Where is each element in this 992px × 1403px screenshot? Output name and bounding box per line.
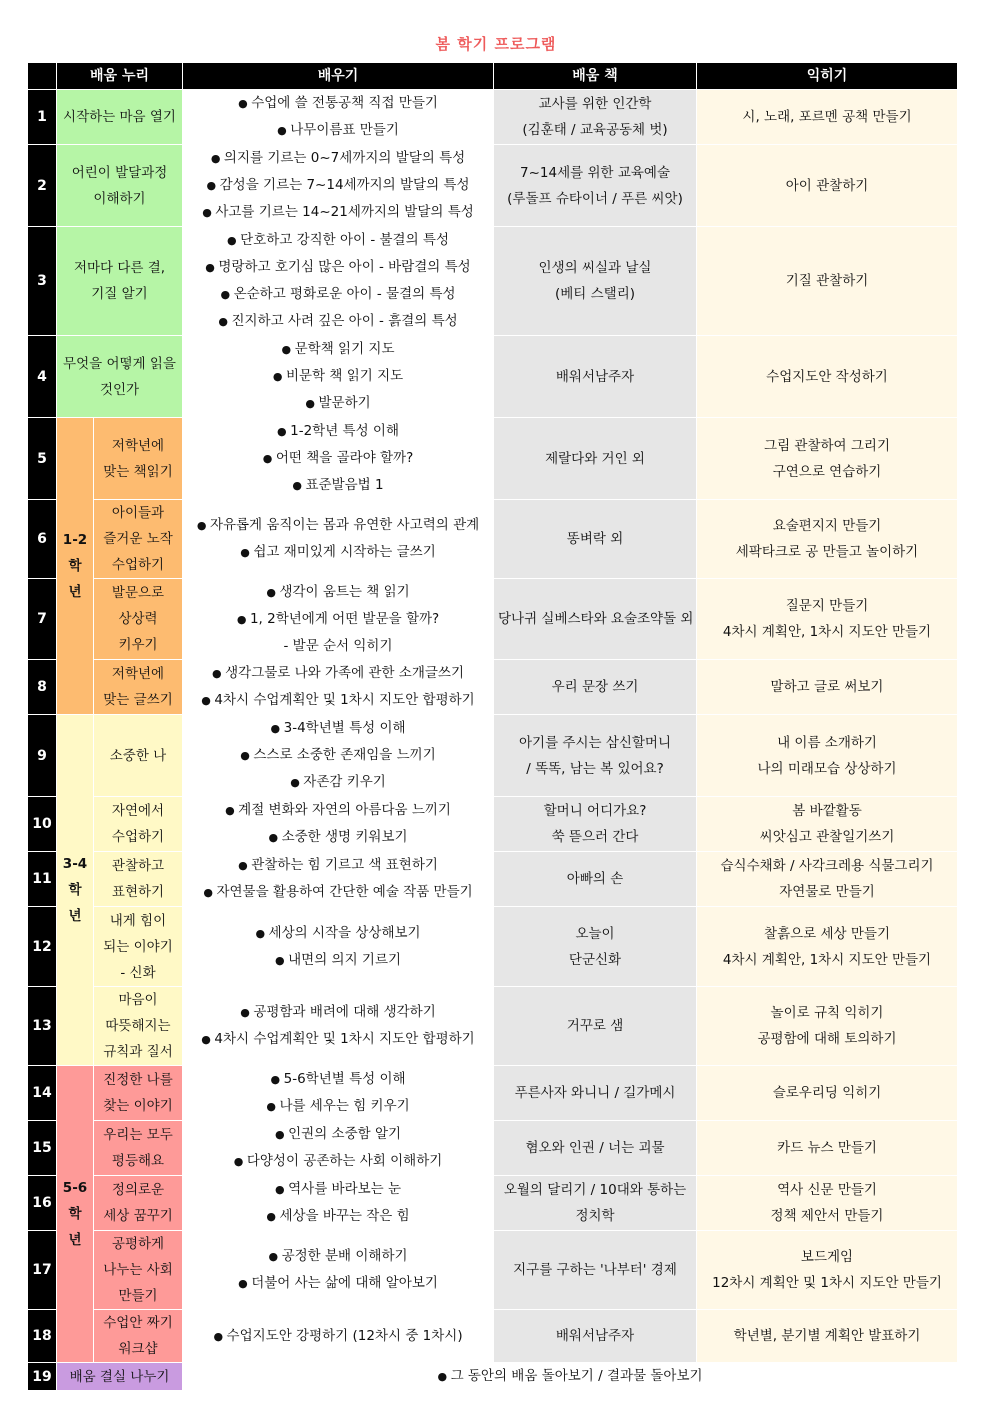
- cell-line: 내게 힘이: [109, 912, 167, 929]
- nuri-cell: [94, 987, 183, 1066]
- book-cell: [494, 1231, 697, 1310]
- cell-line: 푸른사자 와니니 / 길가메시: [514, 1085, 676, 1101]
- cell-line: (김훈태 / 교육공동체 벗): [522, 122, 668, 138]
- cell-line: 질문지 만들기: [785, 598, 869, 614]
- cell-line: ● 관찰하는 힘 기르고 색 표현하기: [187, 852, 489, 879]
- row-number: 15: [28, 1121, 57, 1176]
- cell-line: ● 세상을 바꾸는 작은 힘: [187, 1203, 489, 1230]
- cell-line: (루돌프 슈타이너 / 푸른 씨앗): [507, 190, 683, 207]
- cell-line: 우리는 모두: [103, 1127, 173, 1143]
- cell-line: 쑥 뜯으러 간다: [551, 829, 639, 845]
- book-cell: [494, 500, 697, 579]
- cell-line: 구연으로 연습하기: [772, 463, 882, 480]
- cell-line: 저학년에: [111, 437, 165, 454]
- learn-cell: [183, 500, 494, 579]
- row-number: 6: [28, 500, 57, 579]
- book-cell: [494, 715, 697, 797]
- cell-line: 오늘이: [575, 925, 615, 942]
- cell-line: ● 3-4학년별 특성 이해: [187, 715, 489, 742]
- cell-line: 카드 뉴스 만들기: [777, 1140, 877, 1156]
- learn-cell: [183, 90, 494, 145]
- cell-line: ● 나를 세우는 힘 키우기: [187, 1093, 489, 1120]
- practice-cell: [697, 90, 958, 145]
- row-number: 1: [28, 90, 57, 145]
- nuri-cell: [94, 1310, 183, 1363]
- practice-cell: [697, 987, 958, 1066]
- nuri-cell: [94, 1066, 183, 1121]
- table-row: [28, 1363, 958, 1391]
- nuri-cell: [57, 145, 183, 227]
- table-row: [28, 1121, 958, 1176]
- cell-line: 수업하기: [111, 829, 165, 845]
- learn-cell: [183, 1363, 958, 1391]
- cell-line: 이해하기: [93, 190, 146, 207]
- cell-line: ● 수업에 쓸 전통공책 직접 만들기: [187, 90, 489, 117]
- cell-line: 4차시 계획안, 1차시 지도안 만들기: [722, 951, 932, 968]
- table-row: [28, 579, 958, 660]
- cell-line: - 신화: [120, 964, 156, 981]
- table-row: [28, 227, 958, 336]
- cell-line: 세상 꿈꾸기: [103, 1208, 173, 1224]
- table-row: [28, 715, 958, 797]
- cell-line: ● 5-6학년별 특성 이해: [187, 1066, 489, 1093]
- practice-cell: [697, 145, 958, 227]
- table-body: [28, 90, 958, 1391]
- cell-line: 씨앗심고 관찰일기쓰기: [759, 829, 895, 845]
- cell-line: 무엇을 어떻게 읽을: [63, 355, 176, 372]
- cell-line: ● 발문하기: [187, 390, 489, 417]
- cell-line: 수업하기: [111, 557, 165, 573]
- learn-cell: [183, 660, 494, 715]
- cell-line: 요술편지지 만들기: [772, 518, 882, 534]
- cell-line: 아기를 주시는 삼신할머니: [518, 734, 672, 751]
- cell-line: 마음이: [118, 992, 158, 1008]
- row-number: 18: [28, 1310, 57, 1363]
- table-row: [28, 852, 958, 907]
- cell-line: 그림 관찰하여 그리기: [764, 437, 890, 454]
- table-row: [28, 90, 958, 145]
- cell-line: 키우기: [118, 637, 158, 653]
- cell-line: ● 공평함과 배려에 대해 생각하기: [187, 999, 489, 1026]
- cell-line: 혐오와 인권 / 너는 괴물: [525, 1140, 665, 1156]
- cell-line: ● 4차시 수업계획안 및 1차시 지도안 합평하기: [187, 687, 489, 714]
- cell-line: 역사 신문 만들기: [777, 1182, 877, 1198]
- practice-cell: [697, 1231, 958, 1310]
- book-cell: [494, 852, 697, 907]
- table-row: [28, 660, 958, 715]
- grade-label: [57, 715, 94, 1066]
- cell-line: 봄 바깥활동: [792, 803, 862, 819]
- learn-cell: [183, 1176, 494, 1231]
- table-row: [28, 145, 958, 227]
- learn-cell: [183, 145, 494, 227]
- practice-cell: [697, 715, 958, 797]
- cell-line: 할머니 어디가요?: [543, 803, 647, 819]
- nuri-cell: [57, 336, 183, 418]
- grade-label-line: 학: [68, 558, 82, 574]
- learn-cell: [183, 852, 494, 907]
- practice-cell: [697, 418, 958, 500]
- table-row: [28, 418, 958, 500]
- practice-cell: [697, 227, 958, 336]
- row-number: 19: [28, 1363, 57, 1391]
- cell-line: 수업지도안 작성하기: [766, 368, 888, 385]
- header-num: [28, 63, 57, 90]
- cell-line: 관찰하고: [111, 858, 165, 874]
- cell-line: ● 더불어 사는 삶에 대해 알아보기: [187, 1270, 489, 1297]
- cell-line: ● 문학책 읽기 지도: [187, 336, 489, 363]
- learn-cell: [183, 1121, 494, 1176]
- cell-line: ● 사고를 기르는 14~21세까지의 발달의 특성: [187, 199, 489, 226]
- cell-line: 공평함에 대해 토의하기: [757, 1031, 897, 1047]
- grade-label-line: 1-2: [62, 532, 88, 548]
- cell-line: 기질 관찰하기: [785, 273, 869, 289]
- book-cell: [494, 418, 697, 500]
- cell-line: 소중한 나: [109, 747, 167, 764]
- cell-line: ● 수업지도안 강평하기 (12차시 중 1차시): [187, 1323, 489, 1350]
- cell-line: 저학년에: [111, 666, 165, 682]
- cell-line: 인생의 씨실과 날실: [538, 260, 652, 276]
- cell-line: ● 의지를 기르는 0~7세까지의 발달의 특성: [187, 145, 489, 172]
- nuri-cell: [57, 227, 183, 336]
- program-table: [27, 62, 958, 1391]
- table-row: [28, 1066, 958, 1121]
- grade-label-line: 3-4: [62, 856, 88, 872]
- cell-line: ● 4차시 수업계획안 및 1차시 지도안 합평하기: [187, 1026, 489, 1053]
- practice-cell: [697, 579, 958, 660]
- row-number: 9: [28, 715, 57, 797]
- cell-line: 기질 알기: [91, 286, 148, 302]
- book-cell: [494, 797, 697, 852]
- table-row: [28, 500, 958, 579]
- cell-line: (베티 스탤리): [555, 286, 636, 302]
- table-row: [28, 797, 958, 852]
- book-cell: [494, 1310, 697, 1363]
- book-cell: [494, 1066, 697, 1121]
- book-cell: [494, 145, 697, 227]
- practice-cell: [697, 1066, 958, 1121]
- table-row: [28, 907, 958, 987]
- cell-line: ● 자연물을 활용하여 간단한 예술 작품 만들기: [187, 879, 489, 906]
- row-number: 11: [28, 852, 57, 907]
- cell-line: 상상력: [118, 611, 158, 627]
- grade-label-line: 년: [68, 908, 82, 924]
- header-nuri: 배움 누리: [57, 63, 183, 90]
- table-row: [28, 336, 958, 418]
- learn-cell: [183, 227, 494, 336]
- nuri-cell: [94, 715, 183, 797]
- cell-line: 발문으로: [111, 585, 165, 601]
- nuri-cell: [94, 1231, 183, 1310]
- book-cell: [494, 987, 697, 1066]
- cell-line: 되는 이야기: [103, 938, 173, 955]
- nuri-cell: [94, 660, 183, 715]
- cell-line: 찰흙으로 세상 만들기: [764, 925, 890, 942]
- nuri-cell: [57, 90, 183, 145]
- practice-cell: [697, 907, 958, 987]
- learn-cell: [183, 987, 494, 1066]
- cell-line: 진정한 나를: [103, 1072, 173, 1088]
- cell-line: ● 온순하고 평화로운 아이 - 물결의 특성: [187, 281, 489, 308]
- cell-line: ● 생각이 움트는 책 읽기: [187, 579, 489, 606]
- cell-line: ● 1, 2학년에게 어떤 발문을 할까?: [187, 606, 489, 633]
- book-cell: [494, 1176, 697, 1231]
- grade-label: [57, 418, 94, 715]
- cell-line: 자연물로 만들기: [779, 884, 875, 900]
- cell-line: ● 역사를 바라보는 눈: [187, 1176, 489, 1203]
- cell-line: 제랄다와 거인 외: [545, 450, 645, 467]
- row-number: 16: [28, 1176, 57, 1231]
- cell-line: 말하고 글로 써보기: [770, 679, 884, 695]
- header-practice: 익히기: [697, 63, 958, 90]
- grade-label-line: 학: [68, 1206, 82, 1222]
- cell-line: 배움 결실 나누기: [69, 1368, 170, 1385]
- header-book: 배움 책: [494, 63, 697, 90]
- cell-line: ● 생각그물로 나와 가족에 관한 소개글쓰기: [187, 660, 489, 687]
- learn-cell: [183, 1231, 494, 1310]
- cell-line: 시작하는 마음 열기: [63, 109, 176, 125]
- practice-cell: [697, 1121, 958, 1176]
- cell-line: 맞는 글쓰기: [103, 692, 173, 708]
- cell-line: 것인가: [99, 381, 140, 398]
- practice-cell: [697, 336, 958, 418]
- cell-line: ● 1-2학년 특성 이해: [187, 418, 489, 445]
- learn-cell: [183, 1066, 494, 1121]
- practice-cell: [697, 660, 958, 715]
- cell-line: 지구를 구하는 '나부터' 경제: [513, 1262, 677, 1278]
- grade-label-line: 년: [68, 1232, 82, 1248]
- cell-line: ● 인권의 소중함 알기: [187, 1121, 489, 1148]
- book-cell: [494, 660, 697, 715]
- cell-line: ● 내면의 의지 기르기: [187, 947, 489, 974]
- cell-line: 단군신화: [568, 951, 622, 968]
- row-number: 7: [28, 579, 57, 660]
- learn-cell: [183, 336, 494, 418]
- nuri-cell: [94, 907, 183, 987]
- practice-cell: [697, 500, 958, 579]
- nuri-cell: [94, 1176, 183, 1231]
- nuri-cell: [94, 797, 183, 852]
- cell-line: - 발문 순서 익히기: [283, 638, 393, 654]
- cell-line: ● 자유롭게 움직이는 몸과 유연한 사고력의 관계: [187, 512, 489, 539]
- cell-line: 아이들과: [111, 505, 165, 521]
- cell-line: ● 다양성이 공존하는 사회 이해하기: [187, 1148, 489, 1175]
- cell-line: 슬로우리딩 익히기: [772, 1085, 882, 1101]
- row-number: 4: [28, 336, 57, 418]
- cell-line: ● 그 동안의 배움 돌아보기 / 결과물 돌아보기: [187, 1363, 953, 1390]
- learn-cell: [183, 797, 494, 852]
- cell-line: ● 스스로 소중한 존재임을 느끼기: [187, 742, 489, 769]
- nuri-cell: [94, 852, 183, 907]
- nuri-cell: [94, 500, 183, 579]
- cell-line: 세팍타크로 공 만들고 놀이하기: [735, 544, 919, 560]
- book-cell: [494, 336, 697, 418]
- table-row: [28, 1176, 958, 1231]
- header-row: [28, 63, 958, 90]
- cell-line: 따뜻해지는: [105, 1018, 171, 1034]
- row-number: 2: [28, 145, 57, 227]
- table-row: [28, 987, 958, 1066]
- cell-line: 나의 미래모습 상상하기: [757, 760, 897, 777]
- row-number: 5: [28, 418, 57, 500]
- cell-line: 아빠의 손: [566, 871, 624, 887]
- cell-line: 자연에서: [111, 803, 165, 819]
- practice-cell: [697, 852, 958, 907]
- cell-line: ● 어떤 책을 골라야 할까?: [187, 445, 489, 472]
- cell-line: / 똑똑, 남는 복 있어요?: [526, 760, 664, 777]
- book-cell: [494, 1121, 697, 1176]
- nuri-cell: [94, 1121, 183, 1176]
- row-number: 12: [28, 907, 57, 987]
- book-cell: [494, 90, 697, 145]
- cell-line: 우리 문장 쓰기: [551, 679, 639, 695]
- page-title: 봄 학기 프로그램: [435, 35, 557, 53]
- cell-line: ● 표준발음법 1: [187, 472, 489, 499]
- cell-line: 평등해요: [111, 1153, 165, 1169]
- cell-line: ● 명랑하고 호기심 많은 아이 - 바람결의 특성: [187, 254, 489, 281]
- grade-label-line: 년: [68, 584, 82, 600]
- cell-line: 만들기: [118, 1288, 158, 1304]
- cell-line: 맞는 책읽기: [103, 463, 173, 480]
- cell-line: ● 공정한 분배 이해하기: [187, 1243, 489, 1270]
- cell-line: 놀이로 규칙 익히기: [770, 1005, 884, 1021]
- grade-label-line: 학: [68, 882, 82, 898]
- row-number: 8: [28, 660, 57, 715]
- cell-line: 12차시 계획안 및 1차시 지도안 만들기: [712, 1275, 942, 1291]
- learn-cell: [183, 907, 494, 987]
- cell-line: ● 단호하고 강직한 아이 - 불결의 특성: [187, 227, 489, 254]
- cell-line: ● 계절 변화와 자연의 아름다움 느끼기: [187, 797, 489, 824]
- cell-line: 내 이름 소개하기: [777, 734, 877, 751]
- header-learn: 배우기: [183, 63, 494, 90]
- table-row: [28, 1310, 958, 1363]
- row-number: 17: [28, 1231, 57, 1310]
- nuri-cell: [94, 579, 183, 660]
- learn-cell: [183, 1310, 494, 1363]
- cell-line: 7~14세를 위한 교육예술: [520, 164, 671, 181]
- cell-line: ● 나무이름표 만들기: [187, 117, 489, 144]
- cell-line: 워크샵: [118, 1341, 158, 1357]
- cell-line: 배워서남주자: [555, 1328, 635, 1344]
- cell-line: 거꾸로 샘: [566, 1018, 624, 1034]
- cell-line: 보드게임: [800, 1249, 854, 1265]
- cell-line: 배워서남주자: [555, 368, 635, 385]
- cell-line: ● 진지하고 사려 깊은 아이 - 흙결의 특성: [187, 308, 489, 335]
- book-cell: [494, 579, 697, 660]
- cell-line: 정책 제안서 만들기: [770, 1208, 884, 1224]
- row-number: 14: [28, 1066, 57, 1121]
- cell-line: ● 자존감 키우기: [187, 769, 489, 796]
- practice-cell: [697, 797, 958, 852]
- cell-line: 찾는 이야기: [103, 1098, 173, 1114]
- learn-cell: [183, 418, 494, 500]
- grade-label: [57, 1066, 94, 1363]
- practice-cell: [697, 1310, 958, 1363]
- cell-line: ● 소중한 생명 키워보기: [187, 824, 489, 851]
- nuri-cell: [57, 1363, 183, 1391]
- cell-line: 오월의 달리기 / 10대와 통하는: [503, 1182, 687, 1198]
- cell-line: 저마다 다른 결,: [73, 260, 166, 276]
- cell-line: 표현하기: [111, 884, 165, 900]
- row-number: 3: [28, 227, 57, 336]
- cell-line: 나누는 사회: [103, 1262, 173, 1278]
- cell-line: ● 비문학 책 읽기 지도: [187, 363, 489, 390]
- row-number: 10: [28, 797, 57, 852]
- learn-cell: [183, 715, 494, 797]
- cell-line: 똥벼락 외: [566, 531, 624, 547]
- cell-line: 시, 노래, 포르멘 공책 만들기: [742, 109, 912, 125]
- cell-line: ● 쉽고 재미있게 시작하는 글쓰기: [187, 539, 489, 566]
- cell-line: 학년별, 분기별 계획안 발표하기: [733, 1328, 921, 1344]
- cell-line: 정치학: [575, 1208, 615, 1224]
- cell-line: 공평하게: [111, 1236, 165, 1252]
- cell-line: 정의로운: [111, 1182, 165, 1198]
- grade-label-line: 5-6: [62, 1180, 88, 1196]
- cell-line: 규칙과 질서: [103, 1044, 173, 1060]
- cell-line: 4차시 계획안, 1차시 지도안 만들기: [722, 624, 932, 640]
- practice-cell: [697, 1176, 958, 1231]
- book-cell: [494, 227, 697, 336]
- cell-line: 어린이 발달과정: [71, 164, 168, 181]
- row-number: 13: [28, 987, 57, 1066]
- cell-line: ● 감성을 기르는 7~14세까지의 발달의 특성: [187, 172, 489, 199]
- learn-cell: [183, 579, 494, 660]
- cell-line: 교사를 위한 인간학: [538, 96, 652, 112]
- cell-line: 당나귀 실베스타와 요술조약돌 외: [498, 611, 694, 627]
- cell-line: 습식수채화 / 사각크레용 식물그리기: [720, 858, 934, 874]
- cell-line: ● 세상의 시작을 상상해보기: [187, 920, 489, 947]
- cell-line: 수업안 짜기: [103, 1315, 173, 1331]
- cell-line: 즐거운 노작: [103, 531, 173, 547]
- cell-line: 아이 관찰하기: [785, 177, 869, 194]
- book-cell: [494, 907, 697, 987]
- nuri-cell: [94, 418, 183, 500]
- table-row: [28, 1231, 958, 1310]
